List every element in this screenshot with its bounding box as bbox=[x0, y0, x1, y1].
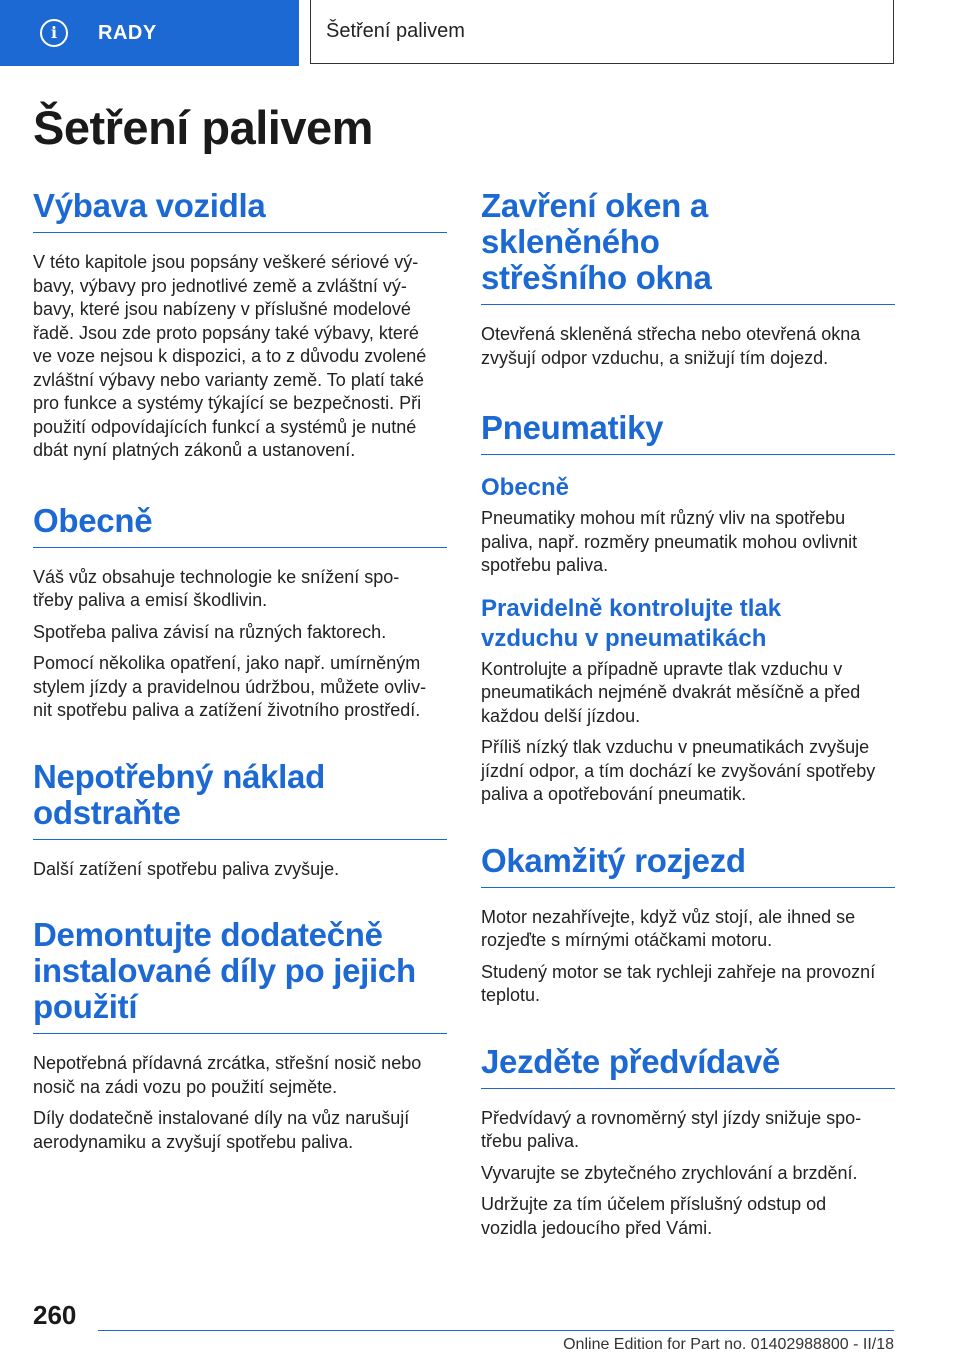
heading-drive-anticipatively: Jezděte předvídavě bbox=[481, 1044, 895, 1089]
section-tab[interactable] bbox=[0, 0, 299, 66]
page-title: Šetření palivem bbox=[33, 101, 373, 154]
right-column bbox=[481, 188, 895, 1240]
heading-vehicle-equipment: Výbava vozidla bbox=[33, 188, 447, 233]
paragraph: V této kapitole jsou popsány veškeré sériové vý- bavy, výbavy pro jednotlivé země a zvláštní vý- bavy, které jsou nabízeny v příslušné modelové řadě. Jsou zde proto popsány také výbavy, které ve voze nejsou k dispozici, a to z důvodu zvolené zvláštní výbavy nebo varianty země. To platí také pro funkce a systémy týkající se bezpečnosti. Při použití odpovídajících funkcí a systémů je nutné dbát nyní platných zákonů a ustanovení. bbox=[33, 252, 427, 460]
footer-divider bbox=[98, 1330, 894, 1331]
subheading-general: Obecně bbox=[481, 474, 570, 501]
paragraph: Pneumatiky mohou mít různý vliv na spotřebu paliva, např. rozměry pneumatik mohou ovlivnit spotřebu paliva. bbox=[481, 508, 858, 575]
paragraph: Udržujte za tím účelem příslušný odstup od vozidla jedoucího před Vámi. bbox=[481, 1194, 827, 1238]
paragraph: Otevřená skleněná střecha nebo otevřená okna zvyšují odpor vzduchu, a snižují tím dojezd. bbox=[481, 324, 861, 368]
paragraph: Vyvarujte se zbytečného zrychlování a brzdění. bbox=[481, 1162, 858, 1183]
paragraph: Spotřeba paliva závisí na různých faktorech. bbox=[33, 621, 387, 642]
paragraph: Příliš nízký tlak vzduchu v pneumatikách zvyšuje jízdní odpor, a tím dochází ke zvyšování spotřeby paliva a opotřebování pneumatik. bbox=[481, 737, 876, 804]
heading-remove-cargo: Nepotřebný náklad odstraňte bbox=[33, 759, 447, 840]
left-column bbox=[33, 188, 447, 1154]
header-section-title: Šetření palivem bbox=[326, 20, 465, 42]
heading-remove-addons: Demontujte dodatečně instalované díly po jejich použití bbox=[33, 917, 447, 1034]
paragraph: Nepotřebná přídavná zrcátka, střešní nosič nebo nosič na zádi vozu po použití sejměte. bbox=[33, 1053, 422, 1097]
paragraph: Váš vůz obsahuje technologie ke snížení spo- třeby paliva a emisí škodlivin. bbox=[33, 566, 400, 610]
heading-close-windows: Zavření oken a skleněného střešního okna bbox=[481, 188, 895, 305]
paragraph: Díly dodatečně instalované díly na vůz narušují aerodynamiku a zvyšují spotřebu paliva. bbox=[33, 1108, 410, 1152]
paragraph: Motor nezahřívejte, když vůz stojí, ale ihned se rozjeďte s mírnými otáčkami motoru. bbox=[481, 906, 856, 950]
heading-tires: Pneumatiky bbox=[481, 410, 895, 455]
paragraph: Další zatížení spotřebu paliva zvyšuje. bbox=[33, 858, 340, 879]
heading-general: Obecně bbox=[33, 503, 447, 548]
subheading-tire-pressure: Pravidelně kontrolujte tlak vzduchu v pneumatikách bbox=[481, 594, 782, 652]
paragraph: Pomocí několika opatření, jako např. umírněným stylem jízdy a pravidelnou údržbou, můžete ovliv- nit spotřebu paliva a zatížení životního prostředí. bbox=[33, 653, 427, 720]
paragraph: Studený motor se tak rychleji zahřeje na provozní teplotu. bbox=[481, 961, 876, 1005]
paragraph: Kontrolujte a případně upravte tlak vzduchu v pneumatikách nejméně dvakrát měsíčně a před každou delší jízdou. bbox=[481, 658, 861, 726]
heading-immediate-start: Okamžitý rozjezd bbox=[481, 843, 895, 888]
footer-edition-text: Online Edition for Part no. 01402988800 - II/18 bbox=[563, 1336, 894, 1353]
info-icon: i bbox=[40, 19, 68, 47]
page-number: 260 bbox=[33, 1300, 77, 1330]
paragraph: Předvídavý a rovnoměrný styl jízdy snižuje spo- třebu paliva. bbox=[481, 1107, 862, 1151]
section-tab-label: RADY bbox=[98, 21, 157, 44]
header-title-box bbox=[310, 0, 894, 64]
